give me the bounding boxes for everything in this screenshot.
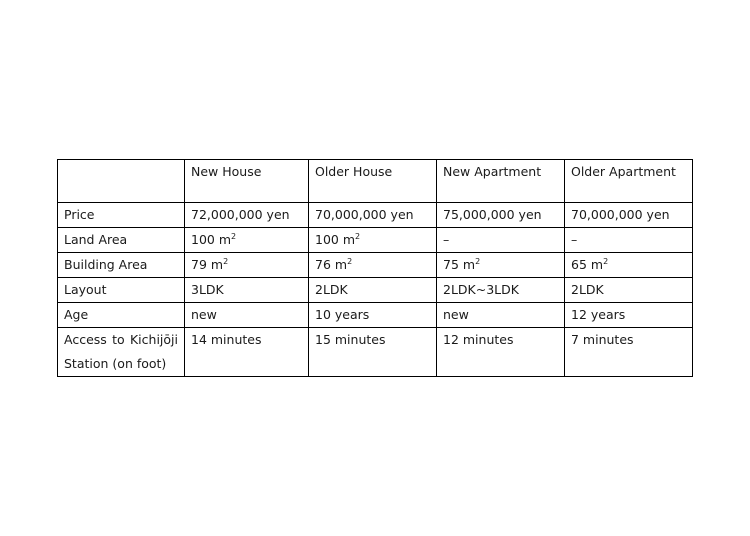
cell-building-area-older-house bbox=[309, 253, 437, 278]
unit-superscript: 2 bbox=[475, 257, 481, 266]
row-price bbox=[58, 203, 693, 228]
cell-age-new-house: new bbox=[185, 303, 309, 328]
cell-access-new-apartment: 12 minutes bbox=[437, 328, 565, 377]
row-label-building-area: Building Area bbox=[58, 253, 185, 278]
comparison-table bbox=[57, 159, 693, 377]
cell-price-older-house: 70,000,000 yen bbox=[309, 203, 437, 228]
cell-land-area-older-apartment: – bbox=[565, 228, 693, 253]
cell-price-older-apartment: 70,000,000 yen bbox=[565, 203, 693, 228]
cell-layout-older-house: 2LDK bbox=[309, 278, 437, 303]
row-label-access bbox=[58, 328, 185, 377]
cell-building-area-new-apartment bbox=[437, 253, 565, 278]
cell-land-area-new-apartment: – bbox=[437, 228, 565, 253]
land-area-value: 100 m bbox=[315, 232, 356, 247]
row-building-area bbox=[58, 253, 693, 278]
building-area-value: 65 m bbox=[571, 257, 604, 272]
header-cell-older-house: Older House bbox=[309, 160, 437, 203]
cell-building-area-older-apartment bbox=[565, 253, 693, 278]
cell-price-new-apartment: 75,000,000 yen bbox=[437, 203, 565, 228]
header-cell-new-apartment: New Apartment bbox=[437, 160, 565, 203]
cell-layout-new-apartment: 2LDK~3LDK bbox=[437, 278, 565, 303]
header-cell-new-house: New House bbox=[185, 160, 309, 203]
row-label-age: Age bbox=[58, 303, 185, 328]
unit-superscript: 2 bbox=[603, 257, 609, 266]
row-label-price: Price bbox=[58, 203, 185, 228]
access-label-line2: Station (on foot) bbox=[64, 356, 167, 371]
building-area-value: 76 m bbox=[315, 257, 348, 272]
cell-layout-older-apartment: 2LDK bbox=[565, 278, 693, 303]
cell-land-area-older-house bbox=[309, 228, 437, 253]
row-label-land-area: Land Area bbox=[58, 228, 185, 253]
row-age bbox=[58, 303, 693, 328]
row-access bbox=[58, 328, 693, 377]
cell-building-area-new-house bbox=[185, 253, 309, 278]
unit-superscript: 2 bbox=[231, 232, 237, 241]
access-label-word: to bbox=[112, 332, 125, 347]
unit-superscript: 2 bbox=[355, 232, 361, 241]
cell-price-new-house: 72,000,000 yen bbox=[185, 203, 309, 228]
access-label-line1 bbox=[64, 328, 178, 352]
land-area-value: 100 m bbox=[191, 232, 232, 247]
cell-access-new-house: 14 minutes bbox=[185, 328, 309, 377]
row-land-area bbox=[58, 228, 693, 253]
cell-land-area-new-house bbox=[185, 228, 309, 253]
building-area-value: 79 m bbox=[191, 257, 224, 272]
header-cell-empty bbox=[58, 160, 185, 203]
row-label-layout: Layout bbox=[58, 278, 185, 303]
cell-layout-new-house: 3LDK bbox=[185, 278, 309, 303]
access-label-word: Kichijōji bbox=[129, 332, 178, 347]
unit-superscript: 2 bbox=[347, 257, 353, 266]
cell-age-older-house: 10 years bbox=[309, 303, 437, 328]
cell-access-older-house: 15 minutes bbox=[309, 328, 437, 377]
access-label-word: Access bbox=[64, 332, 107, 347]
unit-superscript: 2 bbox=[223, 257, 229, 266]
cell-access-older-apartment: 7 minutes bbox=[565, 328, 693, 377]
header-cell-older-apartment: Older Apartment bbox=[565, 160, 693, 203]
row-layout bbox=[58, 278, 693, 303]
header-row bbox=[58, 160, 693, 203]
building-area-value: 75 m bbox=[443, 257, 476, 272]
cell-age-older-apartment: 12 years bbox=[565, 303, 693, 328]
cell-age-new-apartment: new bbox=[437, 303, 565, 328]
